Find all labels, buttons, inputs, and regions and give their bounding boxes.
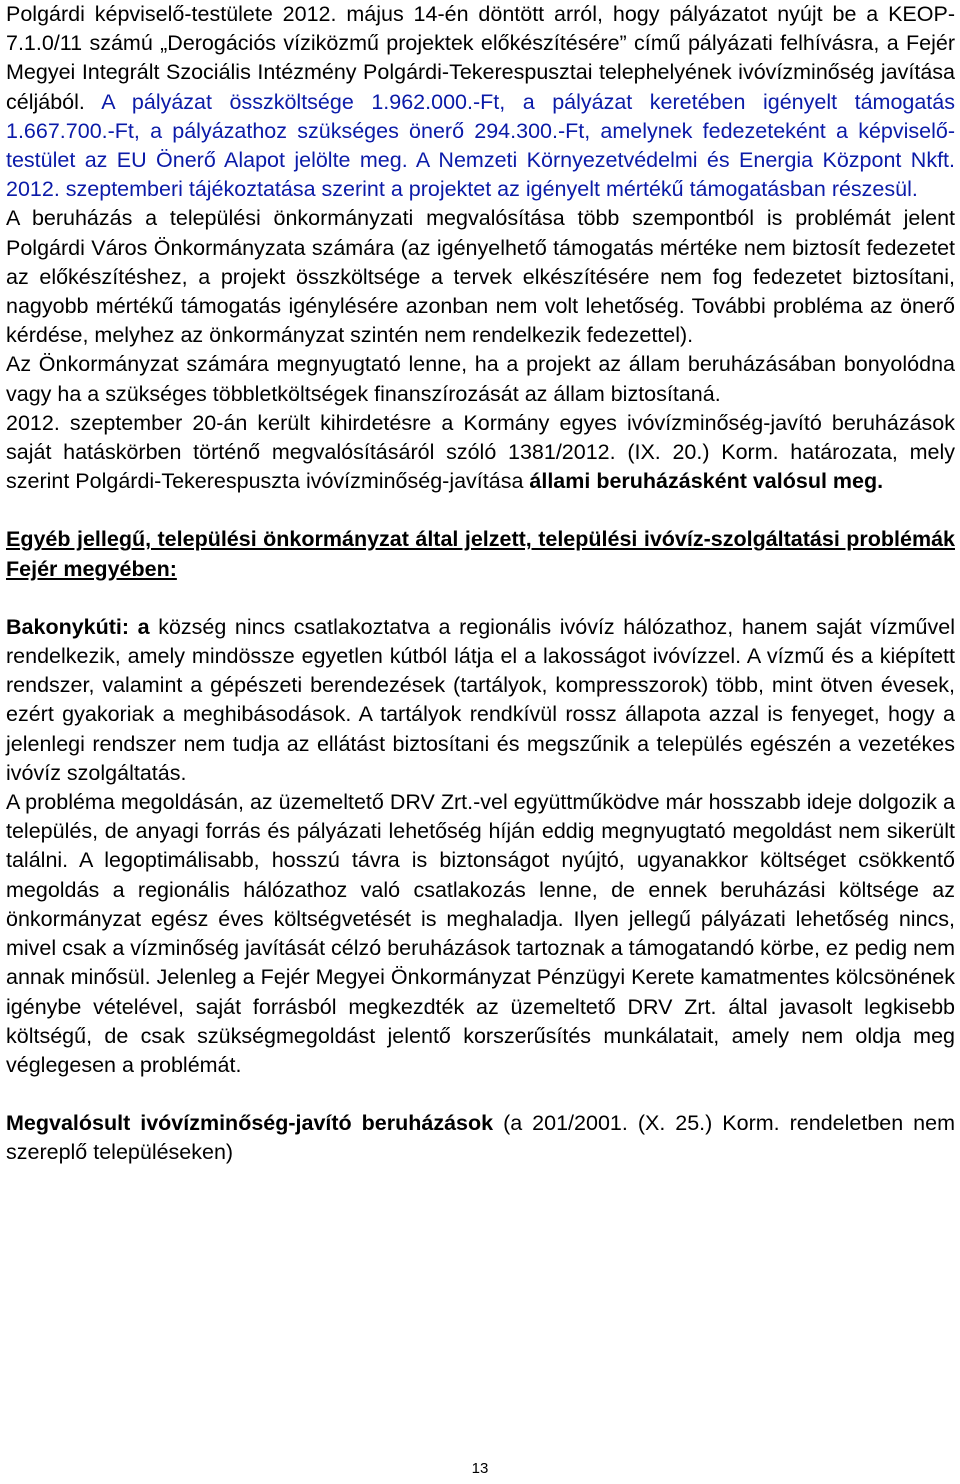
spacer: [6, 584, 955, 613]
paragraph-completed-investments: [6, 1109, 955, 1167]
paragraph-investment-problems: A beruházás a települési önkormányzati megvalósítása több szempontból is problémát jelent Polgárdi Város Önkormányzata számára (az igényelhető támogatás mértéke nem biztosít fedezetet az előkészítéshez, a projekt összköltsége a tervek elkészítésére nem fog fedezetet biztosítani, nagyobb mértékű támogatás igénylésére azonban nem volt lehetőség. További probléma az önerő kérdése, melyhez az önkormányzat szintén nem rendelkezik fedezettel).: [6, 206, 955, 348]
bakonykuti-label: Bakonykúti: a: [6, 614, 150, 639]
state-investment-emphasis: állami beruházásként valósul meg.: [529, 469, 884, 494]
government-decision-text: 2012. szeptember 20-án került kihirdetésre a Kormány egyes ivóvízminőség-javító beruházások saját hatáskörben történő megvalósításáról szóló 1381/2012. (IX. 20.) Korm. határozata, mely szerint Polgárdi-Tekerespuszta ivóvízminőség-javítása: [6, 410, 955, 494]
completed-investments-heading: Megvalósult ivóvízminőség-javító beruházások: [6, 1111, 494, 1136]
spacer: [6, 1080, 955, 1109]
paragraph-bakonykuti: [6, 613, 955, 788]
section-heading-other-problems: Egyéb jellegű, települési önkormányzat által jelzett, települési ivóvíz-szolgáltatási problémák Fejér megyében:: [6, 527, 955, 581]
spacer: [6, 496, 955, 525]
paragraph-polgardi-decision-text: Polgárdi képviselő-testülete 2012. május 14-én döntött arról, hogy pályázatot nyújt be a KEOP-7.1.0/11 számú „Derogációs víziközmű projektek előkészítésére” című pályázati felhívásra, a Fejér Megyei Integrált Szociális Intézmény Polgárdi-Tekerespusztai telephelyének ivóvízminőség javítása céljából.: [6, 2, 955, 114]
completed-investments-note: (a 201/2001. (X. 25.) Korm. rendeletben nem szereplő településeken): [6, 1111, 955, 1165]
bakonykuti-text: község nincs csatlakoztatva a regionális ivóvíz hálózathoz, hanem saját vízművel rendelkezik, amely mindössze egyetlen kútból látja el a lakosságot ivóvízzel. A vízmű és a kiépített rendszer, valamint a gépészeti berendezések (tartályok, kompresszorok) több, mint ötven évesek, ezért gyakoriak a meghibásodások. A tartályok rendkívül rossz állapota azzal is fenyeget, hogy a jelenlegi rendszer nem tudja az ellátást biztosítani és megszűnik a település egészén a vezetékes ivóvíz szolgáltatás.: [6, 614, 955, 785]
paragraph-state-investment-wish: Az Önkormányzat számára megnyugtató lenne, ha a projekt az állam beruházásában bonyolódna vagy ha a szükséges többletköltségek finanszírozását az állam biztosítaná.: [6, 352, 955, 406]
paragraph-government-decision: [6, 409, 955, 497]
document-page: [6, 0, 955, 1168]
paragraph-polgardi-application: [6, 0, 955, 204]
page-number: 13: [471, 1460, 489, 1477]
paragraph-polgardi-cost-text: A pályázat összköltsége 1.962.000.-Ft, a pályázat keretében igényelt támogatás 1.667.700.-Ft, a pályázathoz szükséges önerő 294.300.-Ft, amelynek fedezeteként a képviselő-testület az EU Önerő Alapot jelölte meg. A Nemzeti Környezetvédelmi és Energia Központ Nkft. 2012. szeptemberi tájékoztatása szerint a projektet az igényelt mértékű támogatásban részesül.: [6, 89, 955, 202]
paragraph-bakonykuti-solution: A probléma megoldásán, az üzemeltető DRV Zrt.-vel együttműködve már hosszabb ideje dolgozik a település, de anyagi forrás és pályázati lehetőség híján eddig megnyugtató megoldást nem sikerült találni. A legoptimálisabb, hosszú távra is biztonságot nyújtó, ugyanakkor költséget csökkentő megoldás a regionális hálózathoz való csatlakozás lenne, de ennek beruházási költsége az önkormányzat egész éves költségvetését is meghaladja. Ilyen jellegű pályázati lehetőség nincs, mivel csak a vízminőség javítását célzó beruházások tartoznak a támogatandó körbe, ez pedig nem annak minősül. Jelenleg a Fejér Megyei Önkormányzat Pénzügyi Kerete kamatmentes kölcsönének igénybe vételével, saját forrásból megkezdték az üzemeltető DRV Zrt. által javasolt legkisebb költségű, de csak szükségmegoldást jelentő korszerűsítés munkálatait, amely nem oldja meg véglegesen a problémát.: [6, 790, 955, 1077]
